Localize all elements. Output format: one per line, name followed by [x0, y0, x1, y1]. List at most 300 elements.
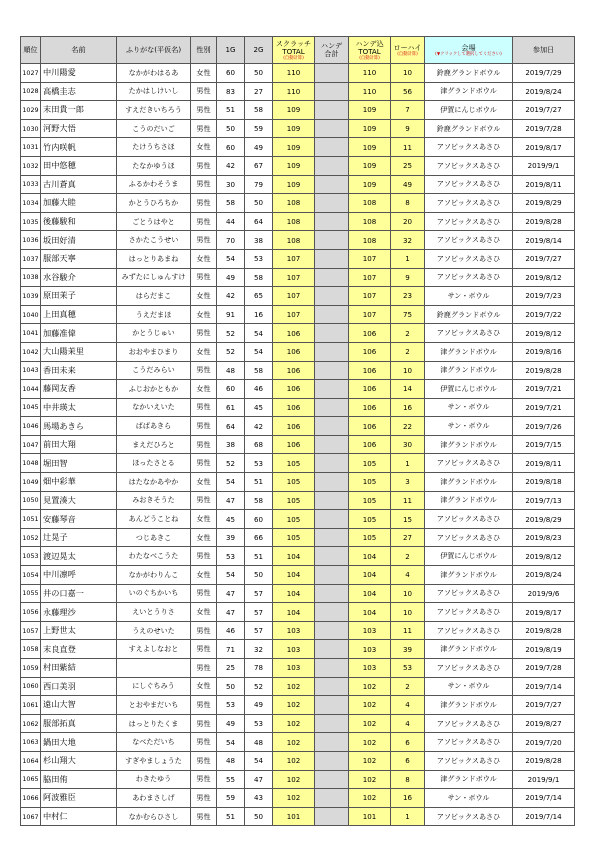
- venue-select-cell[interactable]: 鈴鹿グランドボウル: [425, 305, 513, 324]
- handicap-cell[interactable]: [315, 677, 349, 696]
- player-name-cell[interactable]: 脇田侑: [41, 770, 117, 789]
- handicap-cell[interactable]: [315, 603, 349, 622]
- date-cell[interactable]: 2019/8/17: [513, 603, 575, 622]
- game1-score-cell[interactable]: 53: [217, 547, 245, 566]
- date-cell[interactable]: 2019/8/24: [513, 566, 575, 585]
- venue-select-cell[interactable]: 津グランドボウル: [425, 640, 513, 659]
- player-kana-cell[interactable]: かとうじゅい: [117, 324, 191, 343]
- player-name-cell[interactable]: 大山陽茉里: [41, 342, 117, 361]
- player-name-cell[interactable]: 高橋圭志: [41, 82, 117, 101]
- player-kana-cell[interactable]: こうのだいご: [117, 119, 191, 138]
- game2-score-cell[interactable]: 66: [245, 528, 273, 547]
- handicap-cell[interactable]: [315, 473, 349, 492]
- game2-score-cell[interactable]: 57: [245, 603, 273, 622]
- date-cell[interactable]: 2019/8/27: [513, 714, 575, 733]
- player-name-cell[interactable]: 阿波雅臣: [41, 789, 117, 808]
- game1-score-cell[interactable]: 48: [217, 751, 245, 770]
- venue-select-cell[interactable]: アソビックスあさひ: [425, 268, 513, 287]
- player-kana-cell[interactable]: あんどうことね: [117, 510, 191, 529]
- game2-score-cell[interactable]: 50: [245, 807, 273, 826]
- handicap-cell[interactable]: [315, 807, 349, 826]
- venue-select-cell[interactable]: アソビックスあさひ: [425, 175, 513, 194]
- game1-score-cell[interactable]: 39: [217, 528, 245, 547]
- gender-cell[interactable]: 女性: [191, 566, 217, 585]
- game2-score-cell[interactable]: 50: [245, 194, 273, 213]
- date-cell[interactable]: 2019/7/28: [513, 119, 575, 138]
- game1-score-cell[interactable]: 58: [217, 194, 245, 213]
- game2-score-cell[interactable]: 46: [245, 380, 273, 399]
- player-kana-cell[interactable]: こうだみらい: [117, 361, 191, 380]
- player-name-cell[interactable]: 見置湊大: [41, 491, 117, 510]
- player-kana-cell[interactable]: いのぐちかいち: [117, 584, 191, 603]
- player-kana-cell[interactable]: はらだまこ: [117, 287, 191, 306]
- player-kana-cell[interactable]: はっとりたくま: [117, 714, 191, 733]
- venue-select-cell[interactable]: アソビックスあさひ: [425, 249, 513, 268]
- date-cell[interactable]: 2019/7/27: [513, 696, 575, 715]
- date-cell[interactable]: 2019/9/1: [513, 770, 575, 789]
- venue-select-cell[interactable]: 津グランドボウル: [425, 566, 513, 585]
- game1-score-cell[interactable]: 42: [217, 156, 245, 175]
- player-kana-cell[interactable]: まえだひろと: [117, 435, 191, 454]
- player-kana-cell[interactable]: はたなかあやか: [117, 473, 191, 492]
- date-cell[interactable]: 2019/8/28: [513, 621, 575, 640]
- gender-cell[interactable]: 男性: [191, 640, 217, 659]
- player-kana-cell[interactable]: おおやまひまり: [117, 342, 191, 361]
- date-cell[interactable]: 2019/8/23: [513, 528, 575, 547]
- venue-select-cell[interactable]: アソビックスあさひ: [425, 231, 513, 250]
- gender-cell[interactable]: 女性: [191, 510, 217, 529]
- player-name-cell[interactable]: 服部天寧: [41, 249, 117, 268]
- venue-select-cell[interactable]: アソビックスあさひ: [425, 138, 513, 157]
- venue-select-cell[interactable]: アソビックスあさひ: [425, 659, 513, 678]
- handicap-cell[interactable]: [315, 231, 349, 250]
- gender-cell[interactable]: 男性: [191, 417, 217, 436]
- gender-cell[interactable]: 男性: [191, 733, 217, 752]
- gender-cell[interactable]: 男性: [191, 454, 217, 473]
- game2-score-cell[interactable]: 43: [245, 789, 273, 808]
- date-cell[interactable]: 2019/8/24: [513, 82, 575, 101]
- player-name-cell[interactable]: 末良直登: [41, 640, 117, 659]
- gender-cell[interactable]: 女性: [191, 603, 217, 622]
- game2-score-cell[interactable]: 16: [245, 305, 273, 324]
- player-name-cell[interactable]: 後藤駿和: [41, 212, 117, 231]
- game2-score-cell[interactable]: 53: [245, 454, 273, 473]
- player-kana-cell[interactable]: うえのせいた: [117, 621, 191, 640]
- venue-select-cell[interactable]: 伊賀にんじボウル: [425, 547, 513, 566]
- date-cell[interactable]: 2019/7/21: [513, 398, 575, 417]
- game2-score-cell[interactable]: 64: [245, 212, 273, 231]
- player-kana-cell[interactable]: わきたゆう: [117, 770, 191, 789]
- gender-cell[interactable]: 女性: [191, 138, 217, 157]
- date-cell[interactable]: 2019/7/14: [513, 807, 575, 826]
- date-cell[interactable]: 2019/8/14: [513, 231, 575, 250]
- gender-cell[interactable]: 男性: [191, 696, 217, 715]
- date-cell[interactable]: 2019/7/14: [513, 789, 575, 808]
- game2-score-cell[interactable]: 58: [245, 101, 273, 120]
- gender-cell[interactable]: 男性: [191, 547, 217, 566]
- date-cell[interactable]: 2019/7/21: [513, 380, 575, 399]
- gender-cell[interactable]: 男性: [191, 361, 217, 380]
- game1-score-cell[interactable]: 47: [217, 491, 245, 510]
- game2-score-cell[interactable]: 53: [245, 249, 273, 268]
- venue-select-cell[interactable]: アソビックスあさひ: [425, 454, 513, 473]
- player-kana-cell[interactable]: かとうひろちか: [117, 194, 191, 213]
- gender-cell[interactable]: 男性: [191, 751, 217, 770]
- handicap-cell[interactable]: [315, 380, 349, 399]
- handicap-cell[interactable]: [315, 640, 349, 659]
- handicap-cell[interactable]: [315, 733, 349, 752]
- player-kana-cell[interactable]: なかむらひさし: [117, 807, 191, 826]
- player-name-cell[interactable]: 加藤准偉: [41, 324, 117, 343]
- handicap-cell[interactable]: [315, 138, 349, 157]
- player-kana-cell[interactable]: なかいえいた: [117, 398, 191, 417]
- game2-score-cell[interactable]: 65: [245, 287, 273, 306]
- venue-select-cell[interactable]: アソビックスあさひ: [425, 324, 513, 343]
- gender-cell[interactable]: 男性: [191, 621, 217, 640]
- game1-score-cell[interactable]: 60: [217, 64, 245, 83]
- game2-score-cell[interactable]: 51: [245, 473, 273, 492]
- game1-score-cell[interactable]: 83: [217, 82, 245, 101]
- date-cell[interactable]: 2019/8/11: [513, 175, 575, 194]
- date-cell[interactable]: 2019/7/27: [513, 101, 575, 120]
- venue-select-cell[interactable]: サン・ボウル: [425, 789, 513, 808]
- game2-score-cell[interactable]: 27: [245, 82, 273, 101]
- gender-cell[interactable]: 女性: [191, 305, 217, 324]
- date-cell[interactable]: 2019/8/29: [513, 510, 575, 529]
- player-kana-cell[interactable]: とおやまだいち: [117, 696, 191, 715]
- player-kana-cell[interactable]: ごとうはやと: [117, 212, 191, 231]
- player-name-cell[interactable]: 末田貴一郎: [41, 101, 117, 120]
- date-cell[interactable]: 2019/8/16: [513, 342, 575, 361]
- game2-score-cell[interactable]: 68: [245, 435, 273, 454]
- venue-select-cell[interactable]: 津グランドボウル: [425, 696, 513, 715]
- handicap-cell[interactable]: [315, 491, 349, 510]
- game2-score-cell[interactable]: 54: [245, 324, 273, 343]
- venue-select-cell[interactable]: サン・ボウル: [425, 417, 513, 436]
- handicap-cell[interactable]: [315, 249, 349, 268]
- game2-score-cell[interactable]: 58: [245, 491, 273, 510]
- game1-score-cell[interactable]: 51: [217, 807, 245, 826]
- gender-cell[interactable]: 男性: [191, 789, 217, 808]
- game2-score-cell[interactable]: 67: [245, 156, 273, 175]
- player-name-cell[interactable]: 香田未来: [41, 361, 117, 380]
- player-kana-cell[interactable]: ふるかわそうま: [117, 175, 191, 194]
- game1-score-cell[interactable]: 50: [217, 119, 245, 138]
- gender-cell[interactable]: 男性: [191, 194, 217, 213]
- player-name-cell[interactable]: 畑中彩華: [41, 473, 117, 492]
- game1-score-cell[interactable]: 91: [217, 305, 245, 324]
- game1-score-cell[interactable]: 59: [217, 789, 245, 808]
- player-name-cell[interactable]: 村田紫結: [41, 659, 117, 678]
- game1-score-cell[interactable]: 60: [217, 380, 245, 399]
- venue-select-cell[interactable]: 鈴鹿グランドボウル: [425, 119, 513, 138]
- game2-score-cell[interactable]: 57: [245, 584, 273, 603]
- game1-score-cell[interactable]: 52: [217, 324, 245, 343]
- date-cell[interactable]: 2019/8/28: [513, 361, 575, 380]
- date-cell[interactable]: 2019/7/28: [513, 659, 575, 678]
- game1-score-cell[interactable]: 70: [217, 231, 245, 250]
- game1-score-cell[interactable]: 47: [217, 584, 245, 603]
- gender-cell[interactable]: 男性: [191, 659, 217, 678]
- gender-cell[interactable]: 女性: [191, 342, 217, 361]
- gender-cell[interactable]: 男性: [191, 156, 217, 175]
- game2-score-cell[interactable]: 45: [245, 398, 273, 417]
- player-name-cell[interactable]: 中川凛呼: [41, 566, 117, 585]
- gender-cell[interactable]: 男性: [191, 175, 217, 194]
- game2-score-cell[interactable]: 59: [245, 119, 273, 138]
- handicap-cell[interactable]: [315, 751, 349, 770]
- venue-select-cell[interactable]: 津グランドボウル: [425, 473, 513, 492]
- player-kana-cell[interactable]: すぎやましょうた: [117, 751, 191, 770]
- player-kana-cell[interactable]: ふじおかともか: [117, 380, 191, 399]
- player-name-cell[interactable]: 河野大悟: [41, 119, 117, 138]
- venue-select-cell[interactable]: 津グランドボウル: [425, 435, 513, 454]
- player-kana-cell[interactable]: すえだきいちろう: [117, 101, 191, 120]
- handicap-cell[interactable]: [315, 119, 349, 138]
- venue-select-cell[interactable]: アソビックスあさひ: [425, 584, 513, 603]
- venue-select-cell[interactable]: アソビックスあさひ: [425, 212, 513, 231]
- player-kana-cell[interactable]: なかがわはるあ: [117, 64, 191, 83]
- venue-select-cell[interactable]: アソビックスあさひ: [425, 528, 513, 547]
- gender-cell[interactable]: 男性: [191, 770, 217, 789]
- date-cell[interactable]: 2019/9/1: [513, 156, 575, 175]
- game2-score-cell[interactable]: 58: [245, 361, 273, 380]
- gender-cell[interactable]: 男性: [191, 101, 217, 120]
- date-cell[interactable]: 2019/8/17: [513, 138, 575, 157]
- player-kana-cell[interactable]: えいとうりさ: [117, 603, 191, 622]
- date-cell[interactable]: 2019/7/26: [513, 417, 575, 436]
- game1-score-cell[interactable]: 42: [217, 287, 245, 306]
- venue-select-cell[interactable]: アソビックスあさひ: [425, 751, 513, 770]
- player-name-cell[interactable]: 馬場あきら: [41, 417, 117, 436]
- handicap-cell[interactable]: [315, 268, 349, 287]
- venue-select-cell[interactable]: 津グランドボウル: [425, 770, 513, 789]
- game1-score-cell[interactable]: 52: [217, 454, 245, 473]
- player-name-cell[interactable]: 藤岡友香: [41, 380, 117, 399]
- player-name-cell[interactable]: 水谷駿介: [41, 268, 117, 287]
- player-kana-cell[interactable]: はっとりあまね: [117, 249, 191, 268]
- date-cell[interactable]: 2019/7/22: [513, 305, 575, 324]
- handicap-cell[interactable]: [315, 659, 349, 678]
- game1-score-cell[interactable]: 49: [217, 714, 245, 733]
- venue-select-cell[interactable]: サン・ボウル: [425, 287, 513, 306]
- game1-score-cell[interactable]: 54: [217, 473, 245, 492]
- player-kana-cell[interactable]: みおきそうた: [117, 491, 191, 510]
- venue-select-cell[interactable]: 鈴鹿グランドボウル: [425, 64, 513, 83]
- player-kana-cell[interactable]: わたなべこうた: [117, 547, 191, 566]
- player-name-cell[interactable]: 前田大翔: [41, 435, 117, 454]
- date-cell[interactable]: 2019/8/12: [513, 268, 575, 287]
- game2-score-cell[interactable]: 58: [245, 268, 273, 287]
- date-cell[interactable]: 2019/8/29: [513, 194, 575, 213]
- player-name-cell[interactable]: 田中悠穂: [41, 156, 117, 175]
- handicap-cell[interactable]: [315, 417, 349, 436]
- gender-cell[interactable]: 男性: [191, 584, 217, 603]
- player-name-cell[interactable]: 安藤琴音: [41, 510, 117, 529]
- date-cell[interactable]: 2019/8/19: [513, 640, 575, 659]
- player-name-cell[interactable]: 竹内咲帆: [41, 138, 117, 157]
- player-kana-cell[interactable]: みずたにしゅんすけ: [117, 268, 191, 287]
- venue-select-cell[interactable]: アソビックスあさひ: [425, 621, 513, 640]
- date-cell[interactable]: 2019/8/28: [513, 212, 575, 231]
- game2-score-cell[interactable]: 42: [245, 417, 273, 436]
- handicap-cell[interactable]: [315, 547, 349, 566]
- game2-score-cell[interactable]: 49: [245, 138, 273, 157]
- game2-score-cell[interactable]: 54: [245, 342, 273, 361]
- game1-score-cell[interactable]: 30: [217, 175, 245, 194]
- gender-cell[interactable]: 男性: [191, 119, 217, 138]
- player-name-cell[interactable]: 加藤大睦: [41, 194, 117, 213]
- date-cell[interactable]: 2019/8/11: [513, 454, 575, 473]
- game2-score-cell[interactable]: 48: [245, 733, 273, 752]
- game1-score-cell[interactable]: 50: [217, 677, 245, 696]
- game1-score-cell[interactable]: 48: [217, 361, 245, 380]
- game2-score-cell[interactable]: 49: [245, 696, 273, 715]
- venue-select-cell[interactable]: サン・ボウル: [425, 398, 513, 417]
- player-name-cell[interactable]: 上田真穂: [41, 305, 117, 324]
- handicap-cell[interactable]: [315, 714, 349, 733]
- player-name-cell[interactable]: 中村仁: [41, 807, 117, 826]
- game2-score-cell[interactable]: 57: [245, 621, 273, 640]
- handicap-cell[interactable]: [315, 156, 349, 175]
- player-name-cell[interactable]: 辻晃子: [41, 528, 117, 547]
- gender-cell[interactable]: 男性: [191, 268, 217, 287]
- game1-score-cell[interactable]: 54: [217, 733, 245, 752]
- handicap-cell[interactable]: [315, 64, 349, 83]
- handicap-cell[interactable]: [315, 454, 349, 473]
- player-name-cell[interactable]: 原田茉子: [41, 287, 117, 306]
- handicap-cell[interactable]: [315, 342, 349, 361]
- date-cell[interactable]: 2019/8/18: [513, 473, 575, 492]
- game2-score-cell[interactable]: 54: [245, 751, 273, 770]
- venue-select-cell[interactable]: 津グランドボウル: [425, 342, 513, 361]
- date-cell[interactable]: 2019/8/12: [513, 547, 575, 566]
- player-name-cell[interactable]: 永藤理沙: [41, 603, 117, 622]
- handicap-cell[interactable]: [315, 324, 349, 343]
- gender-cell[interactable]: 男性: [191, 807, 217, 826]
- player-name-cell[interactable]: 鍋田大地: [41, 733, 117, 752]
- game2-score-cell[interactable]: 53: [245, 714, 273, 733]
- gender-cell[interactable]: 女性: [191, 287, 217, 306]
- game2-score-cell[interactable]: 60: [245, 510, 273, 529]
- game1-score-cell[interactable]: 49: [217, 268, 245, 287]
- venue-select-cell[interactable]: アソビックスあさひ: [425, 194, 513, 213]
- date-cell[interactable]: 2019/9/6: [513, 584, 575, 603]
- gender-cell[interactable]: 男性: [191, 324, 217, 343]
- venue-select-cell[interactable]: サン・ボウル: [425, 677, 513, 696]
- game1-score-cell[interactable]: 55: [217, 770, 245, 789]
- gender-cell[interactable]: 男性: [191, 231, 217, 250]
- game1-score-cell[interactable]: 53: [217, 696, 245, 715]
- player-name-cell[interactable]: 堀田智: [41, 454, 117, 473]
- handicap-cell[interactable]: [315, 101, 349, 120]
- handicap-cell[interactable]: [315, 789, 349, 808]
- player-name-cell[interactable]: 服部拓真: [41, 714, 117, 733]
- player-name-cell[interactable]: 坂田好清: [41, 231, 117, 250]
- date-cell[interactable]: 2019/7/14: [513, 677, 575, 696]
- handicap-cell[interactable]: [315, 528, 349, 547]
- handicap-cell[interactable]: [315, 770, 349, 789]
- date-cell[interactable]: 2019/7/27: [513, 249, 575, 268]
- game1-score-cell[interactable]: 45: [217, 510, 245, 529]
- game1-score-cell[interactable]: 54: [217, 249, 245, 268]
- game1-score-cell[interactable]: 52: [217, 342, 245, 361]
- game2-score-cell[interactable]: 50: [245, 566, 273, 585]
- player-name-cell[interactable]: 遠山大智: [41, 696, 117, 715]
- game1-score-cell[interactable]: 61: [217, 398, 245, 417]
- player-kana-cell[interactable]: なべただいち: [117, 733, 191, 752]
- player-kana-cell[interactable]: たかはしけいし: [117, 82, 191, 101]
- player-kana-cell[interactable]: うえだまほ: [117, 305, 191, 324]
- player-kana-cell[interactable]: [117, 659, 191, 678]
- gender-cell[interactable]: 男性: [191, 435, 217, 454]
- game1-score-cell[interactable]: 46: [217, 621, 245, 640]
- venue-select-cell[interactable]: 伊賀にんじボウル: [425, 101, 513, 120]
- player-kana-cell[interactable]: ほったさとる: [117, 454, 191, 473]
- game1-score-cell[interactable]: 25: [217, 659, 245, 678]
- handicap-cell[interactable]: [315, 566, 349, 585]
- date-cell[interactable]: 2019/7/29: [513, 64, 575, 83]
- date-cell[interactable]: 2019/8/28: [513, 751, 575, 770]
- player-kana-cell[interactable]: たけうちさほ: [117, 138, 191, 157]
- game1-score-cell[interactable]: 54: [217, 566, 245, 585]
- handicap-cell[interactable]: [315, 435, 349, 454]
- gender-cell[interactable]: 男性: [191, 491, 217, 510]
- handicap-cell[interactable]: [315, 194, 349, 213]
- game1-score-cell[interactable]: 60: [217, 138, 245, 157]
- gender-cell[interactable]: 女性: [191, 380, 217, 399]
- date-cell[interactable]: 2019/7/15: [513, 435, 575, 454]
- player-kana-cell[interactable]: つじあきこ: [117, 528, 191, 547]
- player-name-cell[interactable]: 杉山翔大: [41, 751, 117, 770]
- handicap-cell[interactable]: [315, 696, 349, 715]
- game1-score-cell[interactable]: 71: [217, 640, 245, 659]
- venue-select-cell[interactable]: 伊賀にんじボウル: [425, 380, 513, 399]
- game1-score-cell[interactable]: 44: [217, 212, 245, 231]
- venue-select-cell[interactable]: アソビックスあさひ: [425, 714, 513, 733]
- player-kana-cell[interactable]: にしぐちみう: [117, 677, 191, 696]
- game1-score-cell[interactable]: 47: [217, 603, 245, 622]
- venue-select-cell[interactable]: アソビックスあさひ: [425, 510, 513, 529]
- handicap-cell[interactable]: [315, 584, 349, 603]
- gender-cell[interactable]: 男性: [191, 398, 217, 417]
- game2-score-cell[interactable]: 51: [245, 547, 273, 566]
- handicap-cell[interactable]: [315, 510, 349, 529]
- game2-score-cell[interactable]: 32: [245, 640, 273, 659]
- gender-cell[interactable]: 女性: [191, 473, 217, 492]
- venue-select-cell[interactable]: 津グランドボウル: [425, 491, 513, 510]
- venue-select-cell[interactable]: アソビックスあさひ: [425, 807, 513, 826]
- game1-score-cell[interactable]: 64: [217, 417, 245, 436]
- game2-score-cell[interactable]: 47: [245, 770, 273, 789]
- date-cell[interactable]: 2019/7/13: [513, 491, 575, 510]
- gender-cell[interactable]: 女性: [191, 677, 217, 696]
- game2-score-cell[interactable]: 38: [245, 231, 273, 250]
- date-cell[interactable]: 2019/7/23: [513, 287, 575, 306]
- handicap-cell[interactable]: [315, 212, 349, 231]
- venue-select-cell[interactable]: 津グランドボウル: [425, 82, 513, 101]
- handicap-cell[interactable]: [315, 398, 349, 417]
- player-name-cell[interactable]: 古川蒼真: [41, 175, 117, 194]
- date-cell[interactable]: 2019/7/20: [513, 733, 575, 752]
- date-cell[interactable]: 2019/8/12: [513, 324, 575, 343]
- handicap-cell[interactable]: [315, 305, 349, 324]
- game2-score-cell[interactable]: 79: [245, 175, 273, 194]
- game2-score-cell[interactable]: 78: [245, 659, 273, 678]
- player-kana-cell[interactable]: ばばあきら: [117, 417, 191, 436]
- game2-score-cell[interactable]: 50: [245, 64, 273, 83]
- venue-select-cell[interactable]: アソビックスあさひ: [425, 603, 513, 622]
